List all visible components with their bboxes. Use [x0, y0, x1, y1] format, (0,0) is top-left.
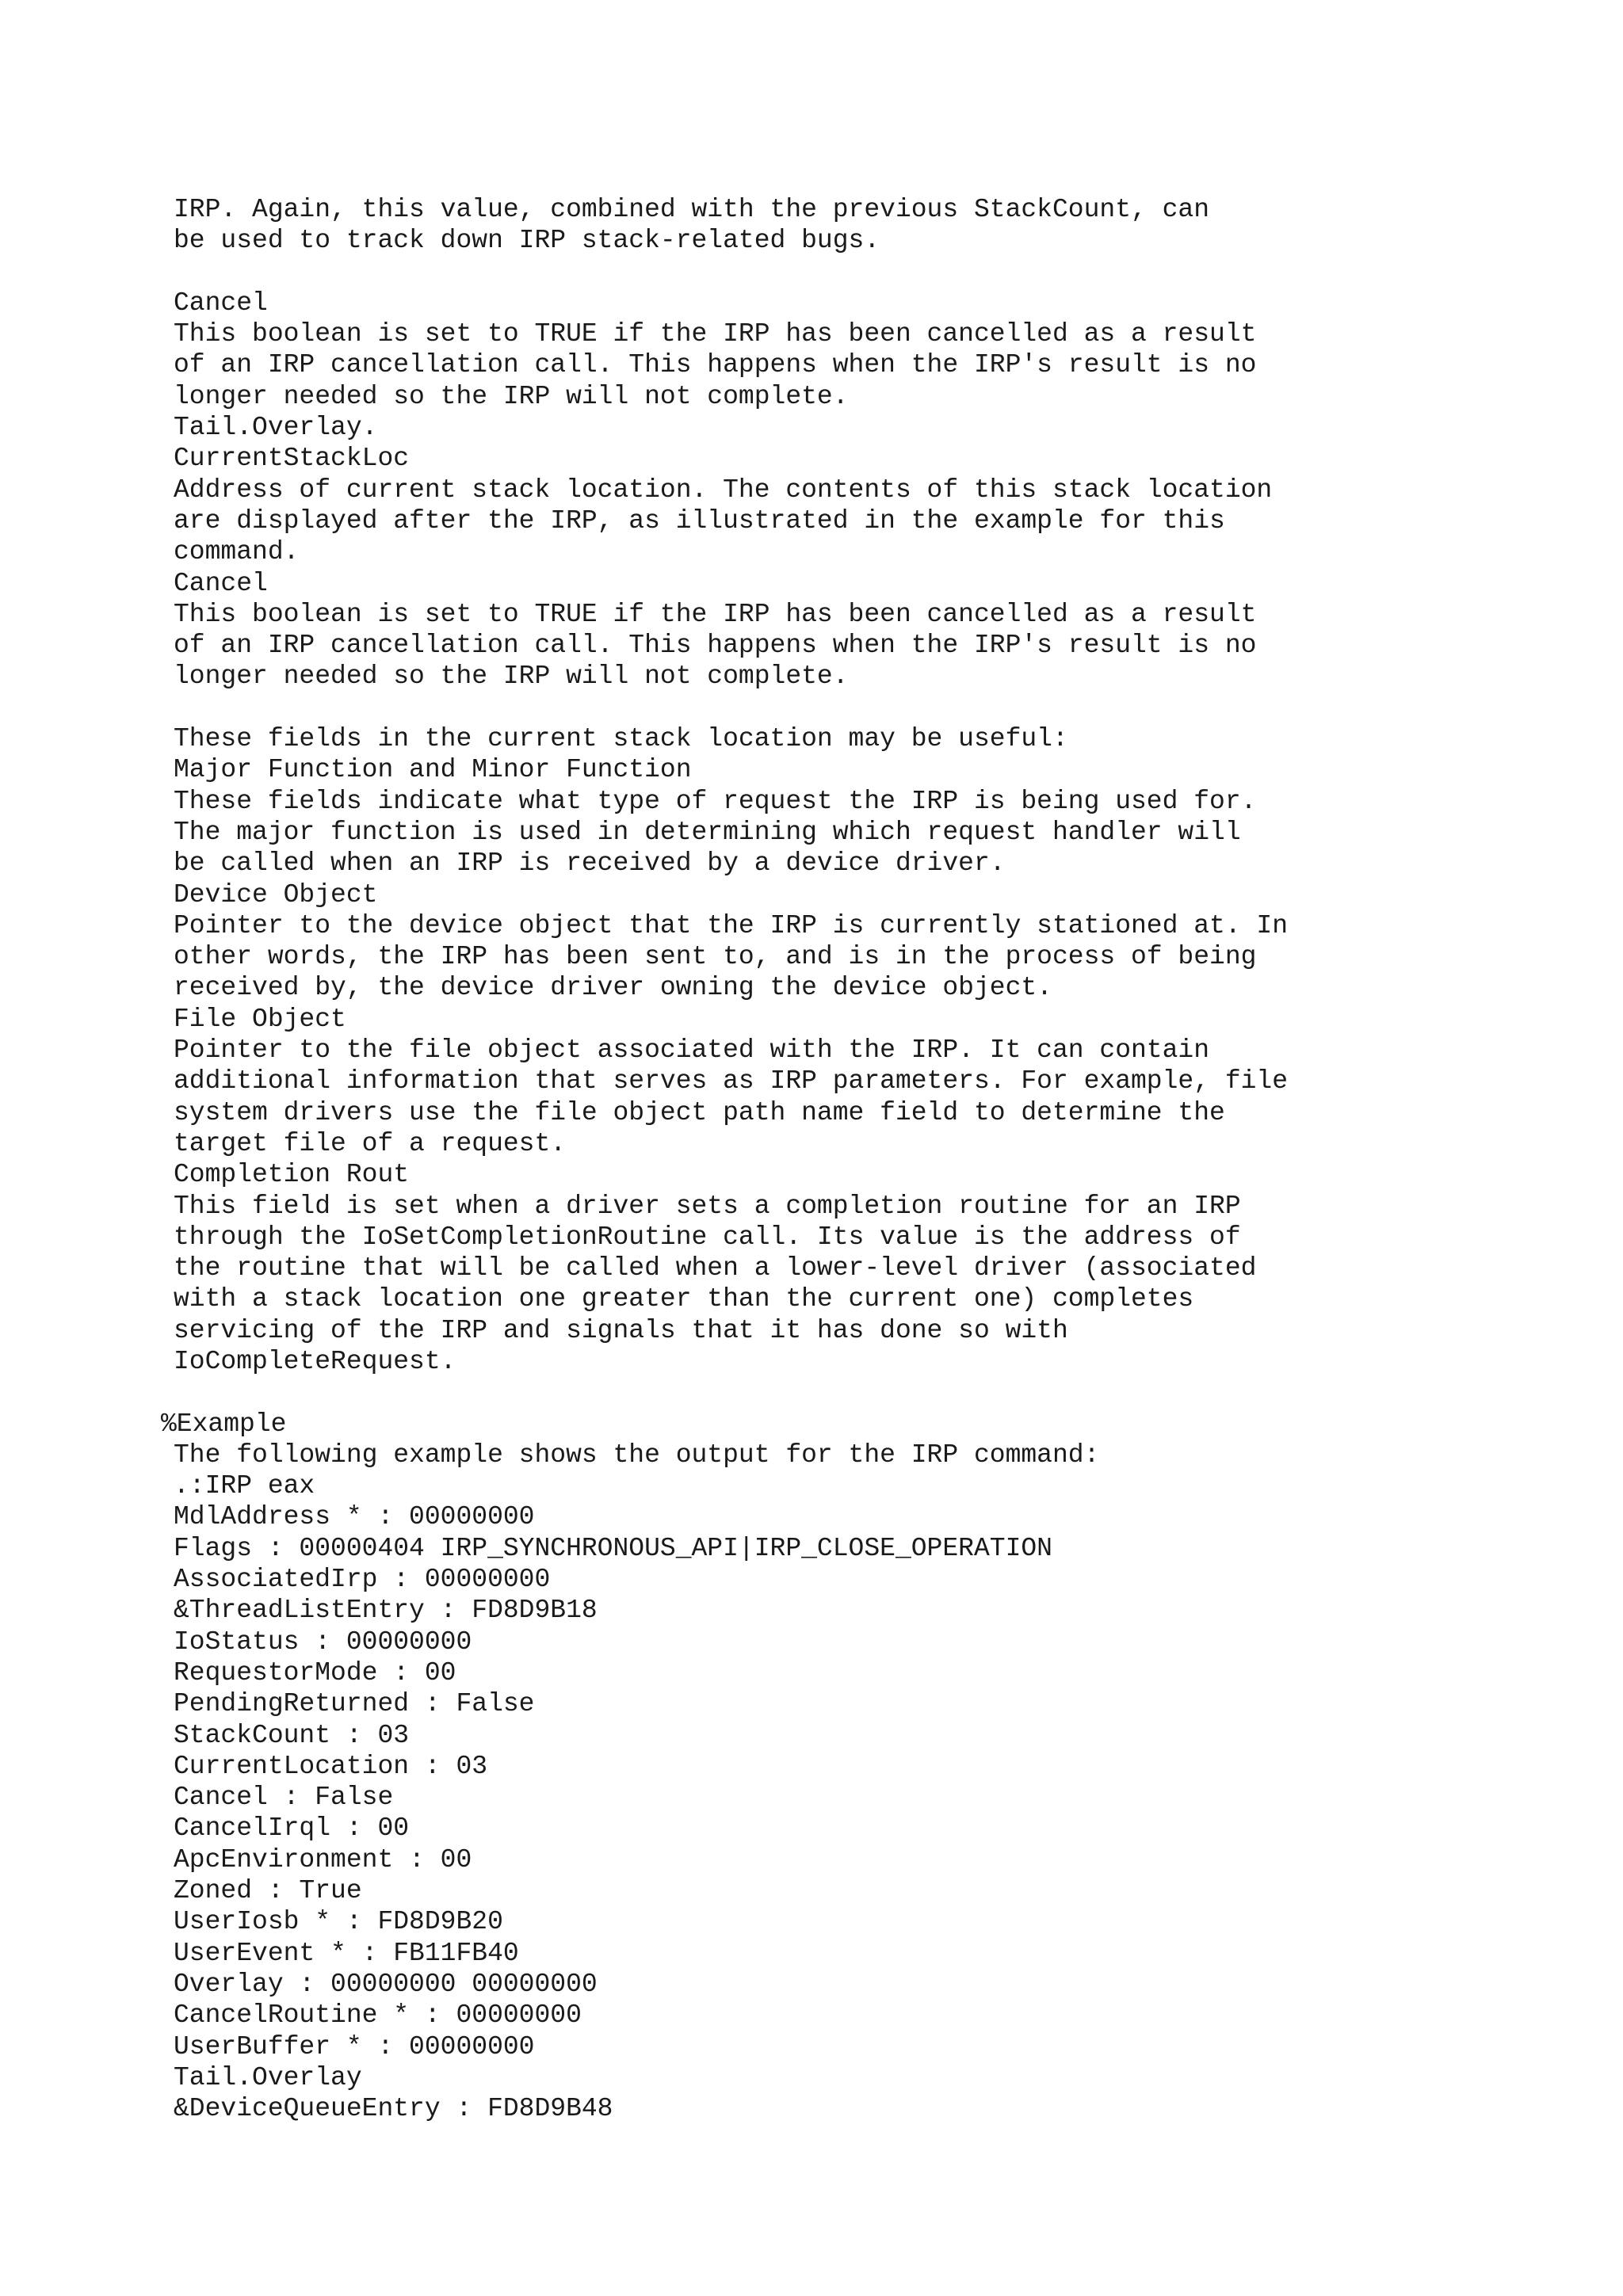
- text-line: These fields in the current stack location may be useful:: [174, 724, 1068, 754]
- text-line: of an IRP cancellation call. This happens when the IRP's result is no: [174, 350, 1257, 380]
- text-line: This field is set when a driver sets a completion routine for an IRP: [174, 1191, 1241, 1221]
- text-line: additional information that serves as IRP parameters. For example, file: [174, 1066, 1289, 1097]
- text-line: UserIosb * : FD8D9B20: [174, 1907, 503, 1937]
- text-line: CancelRoutine * : 00000000: [174, 2000, 582, 2031]
- text-line: CurrentStackLoc: [174, 444, 410, 474]
- text-line: .:IRP eax: [174, 1471, 315, 1501]
- text-line: UserEvent * : FB11FB40: [174, 1938, 519, 1968]
- text-line: Major Function and Minor Function: [174, 755, 692, 785]
- text-line: command.: [174, 537, 300, 567]
- text-line: MdlAddress * : 00000000: [174, 1502, 535, 1532]
- text-line: IoCompleteRequest.: [174, 1346, 456, 1376]
- text-line: &DeviceQueueEntry : FD8D9B48: [174, 2094, 613, 2124]
- blank-line: [174, 1377, 1584, 1408]
- text-line: This boolean is set to TRUE if the IRP has been cancelled as a result: [174, 319, 1257, 349]
- text-line: Cancel: [174, 568, 268, 598]
- text-line: AssociatedIrp : 00000000: [174, 1565, 551, 1595]
- text-line: RequestorMode : 00: [174, 1657, 456, 1688]
- blank-line: [174, 257, 1584, 288]
- text-line: Tail.Overlay: [174, 2062, 362, 2092]
- text-line: with a stack location one greater than the current one) completes: [174, 1284, 1194, 1314]
- text-line: CurrentLocation : 03: [174, 1751, 488, 1781]
- text-line: Tail.Overlay.: [174, 413, 378, 443]
- text-line: Address of current stack location. The contents of this stack location: [174, 475, 1273, 505]
- text-line: File Object: [174, 1004, 346, 1034]
- text-line: The following example shows the output for the IRP command:: [174, 1440, 1100, 1470]
- text-line: received by, the device driver owning the device object.: [174, 973, 1052, 1003]
- text-line: Overlay : 00000000 00000000: [174, 1969, 598, 1999]
- text-line: through the IoSetCompletionRoutine call. Its value is the address of: [174, 1222, 1241, 1252]
- text-line: are displayed after the IRP, as illustrated in the example for this: [174, 505, 1225, 536]
- text-line: Flags : 00000404 IRP_SYNCHRONOUS_API|IRP_CLOSE_OPERATION: [174, 1533, 1052, 1563]
- text-line: StackCount : 03: [174, 1720, 410, 1750]
- text-line: IoStatus : 00000000: [174, 1627, 472, 1657]
- text-line: %Example: [161, 1409, 287, 1439]
- text-line: The major function is used in determining which request handler will: [174, 817, 1241, 847]
- text-line: other words, the IRP has been sent to, and is in the process of being: [174, 942, 1257, 972]
- text-line: longer needed so the IRP will not complete.: [174, 381, 849, 411]
- text-line: Pointer to the file object associated with the IRP. It can contain: [174, 1035, 1210, 1066]
- text-line: the routine that will be called when a lower-level driver (associated: [174, 1253, 1257, 1283]
- text-line: Cancel: [174, 288, 268, 318]
- text-line: longer needed so the IRP will not complete.: [174, 662, 849, 692]
- text-line: of an IRP cancellation call. This happens when the IRP's result is no: [174, 631, 1257, 661]
- text-line: Pointer to the device object that the IRP is currently stationed at. In: [174, 910, 1289, 940]
- text-line: servicing of the IRP and signals that it has done so with: [174, 1315, 1068, 1345]
- text-line: system drivers use the file object path name field to determine the: [174, 1097, 1225, 1127]
- text-line: be used to track down IRP stack-related bugs.: [174, 226, 880, 256]
- text-line: Cancel : False: [174, 1783, 394, 1813]
- text-line: Completion Rout: [174, 1160, 410, 1190]
- text-line: Device Object: [174, 879, 378, 910]
- text-line: IRP. Again, this value, combined with the previous StackCount, can: [174, 195, 1210, 224]
- text-line: Zoned : True: [174, 1876, 362, 1906]
- text-line: ApcEnvironment : 00: [174, 1844, 472, 1875]
- document-body: [161, 194, 1584, 2124]
- blank-line: [174, 692, 1584, 723]
- text-line: UserBuffer * : 00000000: [174, 2031, 535, 2061]
- text-line: &ThreadListEntry : FD8D9B18: [174, 1596, 598, 1626]
- text-line: This boolean is set to TRUE if the IRP has been cancelled as a result: [174, 599, 1257, 629]
- text-line: These fields indicate what type of request the IRP is being used for.: [174, 786, 1257, 816]
- text-line: PendingReturned : False: [174, 1689, 535, 1719]
- text-line: target file of a request.: [174, 1128, 567, 1158]
- text-line: be called when an IRP is received by a device driver.: [174, 849, 1006, 879]
- text-line: CancelIrql : 00: [174, 1814, 410, 1844]
